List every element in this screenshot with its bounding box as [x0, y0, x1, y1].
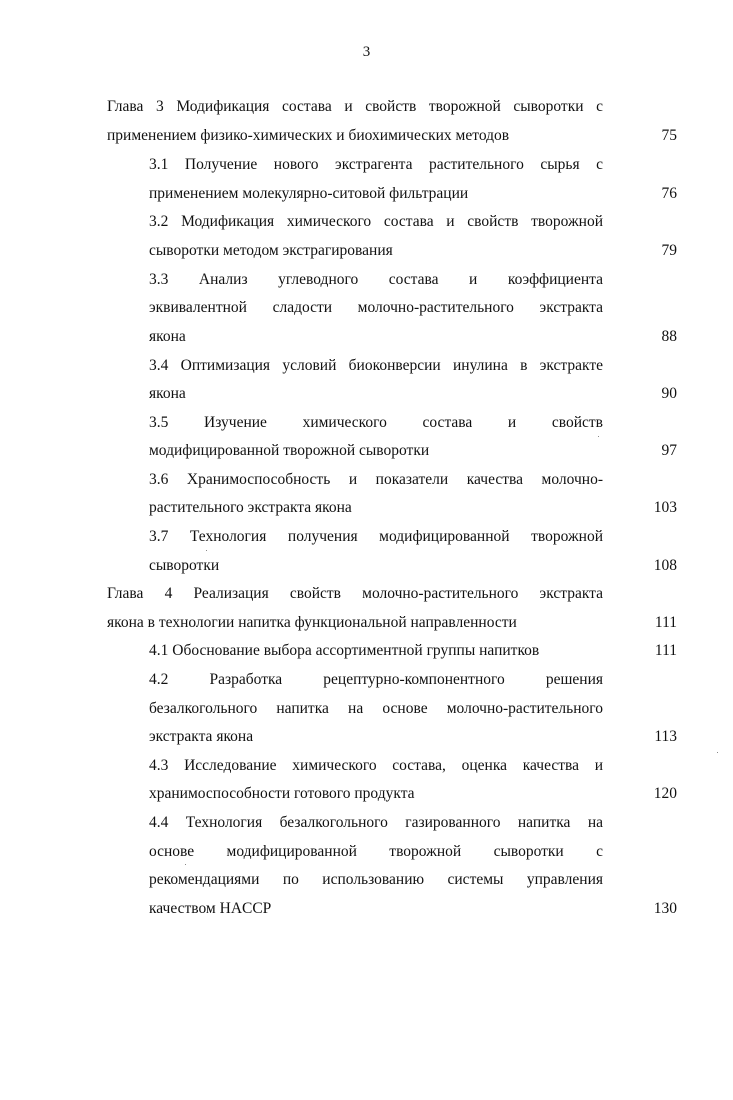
toc-page-number: 75 — [661, 127, 677, 144]
toc-page-number: 108 — [653, 557, 677, 574]
toc-line: 3.1 Получение нового экстрагента растительного сырья с — [149, 156, 603, 173]
toc-line: сыворотки методом экстрагирования — [149, 242, 393, 259]
scan-speck — [598, 436, 599, 437]
page-number: 3 — [362, 44, 371, 60]
toc-line: 3.4 Оптимизация условий биоконверсии инулина в экстракте — [149, 357, 603, 374]
toc-line: 4.4 Технология безалкогольного газированного напитка на — [149, 814, 603, 831]
toc-line: якона — [149, 385, 186, 402]
toc-line: 3.3 Анализ углеводного состава и коэффициента — [149, 271, 603, 288]
toc-line: якона в технологии напитка функциональной направленности — [107, 614, 517, 631]
toc-line: 4.3 Исследование химического состава, оценка качества и — [149, 757, 603, 774]
toc-line: Глава 3 Модификация состава и свойств творожной сыворотки с — [107, 98, 603, 115]
toc-line: Глава 4 Реализация свойств молочно-растительного экстракта — [107, 585, 603, 602]
toc-page-number: 130 — [653, 900, 677, 917]
toc-line: 3.2 Модификация химического состава и свойств творожной — [149, 213, 603, 230]
toc-line: растительного экстракта якона — [149, 499, 352, 516]
toc-line: безалкогольного напитка на основе молочно-растительного — [149, 700, 603, 717]
toc-page-number: 90 — [661, 385, 677, 402]
toc-page-number: 120 — [653, 785, 677, 802]
toc-line: модифицированной творожной сыворотки — [149, 442, 430, 459]
toc-page-number: 97 — [661, 442, 677, 459]
toc-page-number: 88 — [661, 328, 677, 345]
toc-page-number: 111 — [654, 614, 677, 631]
toc-line: 4.1 Обоснование выбора ассортиментной группы напитков — [149, 642, 540, 659]
toc-line: 3.7 Технология получения модифицированной творожной — [149, 528, 603, 545]
toc-line: 3.6 Хранимоспособность и показатели качества молочно- — [149, 471, 603, 488]
toc-line: экстракта якона — [149, 728, 254, 745]
scan-speck — [185, 864, 186, 865]
toc-line: сыворотки — [149, 557, 220, 574]
toc-page-number: 103 — [653, 499, 677, 516]
toc-line: применением молекулярно-ситовой фильтрации — [149, 185, 469, 202]
toc-line: основе модифицированной творожной сыворотки с — [149, 843, 603, 860]
scan-speck — [717, 752, 718, 753]
toc-line: 4.2 Разработка рецептурно-компонентного решения — [149, 671, 603, 688]
toc-page-number: 76 — [661, 185, 677, 202]
toc-line: 3.5 Изучение химического состава и свойств — [149, 414, 603, 431]
toc-line: эквивалентной сладости молочно-растительного экстракта — [149, 299, 603, 316]
toc-page-number: 79 — [661, 242, 677, 259]
toc-page-number: 111 — [654, 642, 677, 659]
toc-line: применением физико-химических и биохимических методов — [107, 127, 510, 144]
scan-speck — [206, 550, 207, 551]
toc-line: якона — [149, 328, 186, 345]
toc-line: рекомендациями по использованию системы управления — [149, 871, 603, 888]
toc-page-number: 113 — [654, 728, 677, 745]
toc-line: хранимоспособности готового продукта — [149, 785, 415, 802]
toc-line: качеством HACCP — [149, 900, 272, 917]
